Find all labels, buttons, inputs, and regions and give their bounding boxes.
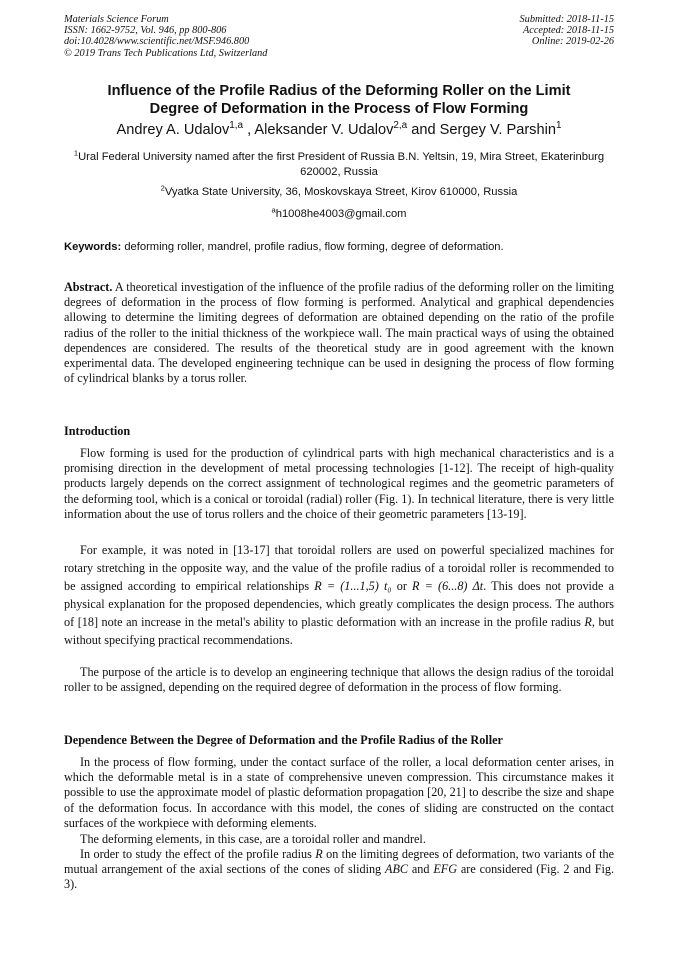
paragraph-text: , but without specifying practical recommendations. — [64, 615, 615, 647]
accepted-date: Accepted: 2018-11-15 — [522, 25, 614, 37]
journal-metadata — [64, 14, 267, 59]
author-separator: and — [407, 122, 440, 138]
affiliation-sup: 2 — [160, 183, 165, 193]
intro-paragraph-2 — [64, 541, 614, 649]
paragraph-text: are considered (Fig. 2 and Fig. 3). — [64, 862, 615, 892]
dependence-paragraph-2 — [64, 832, 614, 847]
affiliation-2 — [64, 185, 614, 200]
author-sup: 1 — [555, 120, 562, 132]
paper-title — [64, 83, 614, 118]
title-line-1: Influence of the Profile Radius of the Deforming Roller on the Limit — [107, 83, 571, 99]
paragraph-text: In the process of flow forming, under the contact surface of the roller, a local deformation center arises, in which the deformable metal is in a state of comprehensive uneven compression. This circumstance makes it possible to use the approximate model of plastic deformation propagation [20, 21] to describe the size and shape of the deformation focus. In accordance with this model, the cones of sliding are constructed on the contact surfaces of the workpiece with deforming elements. — [64, 755, 614, 830]
paragraph-text: on the limiting degrees of deformation, two variants of the mutual arrangement of the axial sections of the cones of sliding — [64, 847, 615, 877]
formula-profile-radius-2: R = (6...8) Δt — [412, 579, 484, 593]
author-email — [64, 207, 614, 222]
author-sup: 1,a — [229, 120, 244, 132]
variable-r: R — [315, 847, 323, 861]
affiliation-sup: 1 — [73, 148, 79, 158]
journal-name: Materials Science Forum — [64, 14, 169, 25]
email-sup: a — [271, 205, 276, 215]
paragraph-text: The deforming elements, in this case, are a toroidal roller and mandrel. — [80, 832, 426, 846]
intro-paragraph-3 — [64, 665, 614, 695]
cone-label-efg: EFG — [433, 862, 458, 877]
author-name: Aleksander V. Udalov — [254, 122, 394, 138]
author-separator: , — [243, 122, 255, 138]
formula-profile-radius-1: R = (1...1,5) t₀ — [314, 579, 392, 593]
submitted-date: Submitted: 2018-11-15 — [519, 14, 614, 25]
conjunction: or — [396, 579, 407, 593]
author-list — [64, 121, 614, 139]
submission-dates — [520, 14, 614, 48]
keywords-text: deforming roller, mandrel, profile radius, flow forming, degree of deformation. — [124, 241, 504, 253]
author-name: Sergey V. Parshin — [439, 122, 556, 138]
paragraph-text: The purpose of the article is to develop an engineering technique that allows the design radius of the toroidal roller to be assigned, depending on the required degree of deformation in the process of flow forming. — [64, 665, 614, 695]
paragraph-text: In order to study the effect of the profile radius — [80, 847, 312, 861]
affiliation-text: Vyatka State University, 36, Moskovskaya Street, Kirov 610000, Russia — [164, 186, 518, 198]
cone-label-abc: ABC — [385, 862, 409, 877]
affiliation-text: Ural Federal University named after the first President of Russia B.N. Yeltsin, 19, Mira Street, Ekaterinburg 620002, Russia — [78, 151, 605, 178]
keywords-label: Keywords: — [64, 241, 122, 253]
section-heading-dependence: Dependence Between the Degree of Deformation and the Profile Radius of the Roller — [64, 733, 503, 747]
paragraph-text: . This does not provide a physical explanation for the proposed dependencies, which greatly complicates the design process. The authors of [18] note an increase in the metal's ability to plastic deformation with an increase in the profile radius — [64, 579, 614, 629]
online-date: Online: 2019-02-26 — [531, 36, 614, 48]
dependence-paragraph-1 — [64, 755, 614, 831]
keywords — [64, 240, 614, 255]
issn-line: ISSN: 1662-9752, Vol. 946, pp 800-806 — [64, 25, 227, 37]
affiliation-1 — [64, 150, 614, 179]
paragraph-text: For example, it was noted in [13-17] that toroidal rollers are used on powerful specialized machines for rotary stretching in the opposite way, and the value of the profile radius of a toroidal roller is recommended to be assigned according to empirical relationships — [64, 543, 614, 593]
doi-line: doi:10.4028/www.scientific.net/MSF.946.800 — [64, 36, 250, 48]
abstract-label: Abstract. — [64, 280, 113, 294]
author-name: Andrey A. Udalov — [116, 122, 230, 138]
intro-paragraph-1 — [64, 446, 614, 522]
title-line-2: Degree of Deformation in the Process of Flow Forming — [149, 100, 529, 117]
abstract-text: A theoretical investigation of the influence of the profile radius of the deforming roller on the limiting degrees of deformation in the process of flow forming is performed. Analytical and graphical dependencies allowing to determine the limiting degrees of deformation are obtained depending on the ratio of the profile radius of the roller to the initial thickness of the workpiece wall. The main practical ways of using the obtained dependences are considered. The results of the theoretical study are in good agreement with the known experimental data. The developed engineering technique can be used in designing the process of flow forming of cylindrical blanks by a torus roller. — [64, 280, 614, 386]
paragraph-text: Flow forming is used for the production of cylindrical parts with high mechanical characteristics and is a promising direction in the development of metal processing technologies [1-12]. The receipt of high-quality products largely depends on the correct assignment of technological regimes and the geometric parameters of the deforming tool, which is a conical or toroidal (radial) roller (Fig. 1). In technical literature, there is very little information about the use of torus rollers and the choice of their geometric parameters [13-19]. — [64, 446, 614, 521]
conjunction: and — [411, 862, 430, 877]
copyright-line: © 2019 Trans Tech Publications Ltd, Switzerland — [64, 47, 268, 59]
abstract — [64, 280, 614, 386]
section-heading-introduction: Introduction — [64, 424, 131, 438]
dependence-paragraph-3 — [64, 847, 614, 893]
variable-r: R — [584, 615, 592, 629]
author-sup: 2,a — [393, 120, 408, 132]
email-address: h1008he4003@gmail.com — [275, 208, 407, 220]
